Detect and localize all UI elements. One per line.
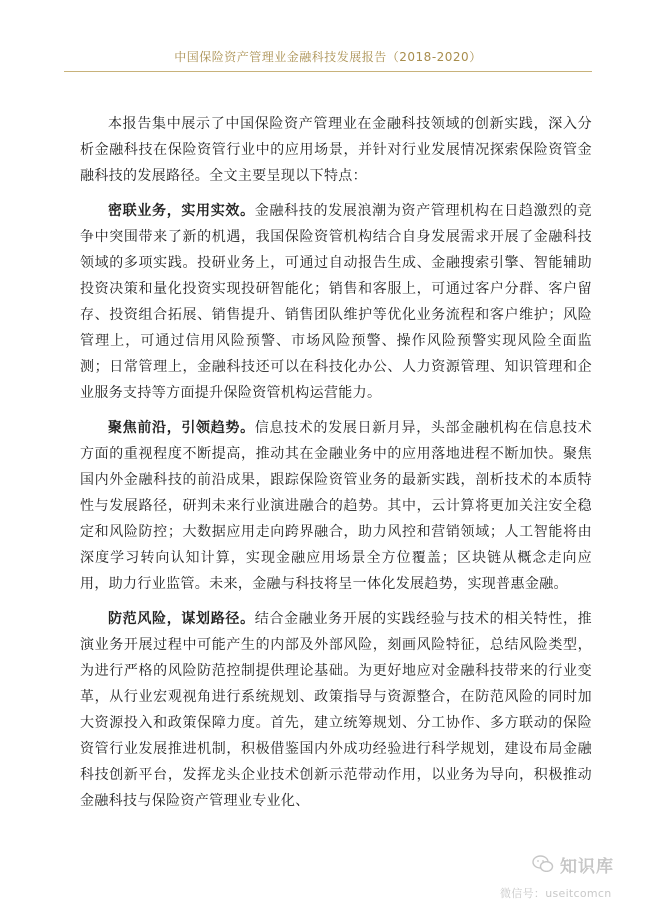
watermark <box>496 849 636 913</box>
intro-paragraph <box>80 111 592 189</box>
paragraph-text: 金融科技的发展浪潮为资产管理机构在日趋激烈的竞争中突围带来了新的机遇，我国保险资管机构结合自身发展需求开展了金融科技领域的多项实践。投研业务上，可通过自动报告生成、金融搜索引擎、智能辅助投资决策和量化投资实现投研智能化；销售和客服上，可通过客户分群、客户留存、投资组合拓展、销售提升、销售团队维护等优化业务流程和客户维护；风险管理上，可通过信用风险预警、市场风险预警、操作风险预警实现风险全面监测；日常管理上，金融科技还可以在科技化办公、人力资源管理、知识管理和企业服务支持等方面提升保险资管机构运营能力。 <box>80 203 592 401</box>
feature-paragraph-frontier <box>80 415 592 597</box>
watermark-brand: 知识库 <box>560 857 614 877</box>
feature-paragraph-risk <box>80 606 592 814</box>
watermark-account: 微信号：useitcomcn <box>500 887 612 900</box>
page-header-title: 中国保险资产管理业金融科技发展报告（2018-2020） <box>174 50 482 64</box>
wechat-icon <box>532 855 554 873</box>
feature-paragraph-business <box>80 198 592 406</box>
paragraph-lead: 密联业务，实用实效。 <box>108 203 255 219</box>
paragraph-text: 信息技术的发展日新月异，头部金融机构在信息技术方面的重视程度不断提高，推动其在金融业务中的应用落地进程不断加快。聚焦国内外金融科技的前沿成果，跟踪保险资管业务的最新实践，剖析技术的本质特性与发展路径，研判未来行业演进融合的趋势。其中，云计算将更加关注安全稳定和风险防控；大数据应用走向跨界融合，助力风控和营销领域；人工智能将由深度学习转向认知计算，实现金融应用场景全方位覆盖；区块链从概念走向应用，助力行业监管。未来，金融与科技将呈一体化发展趋势，实现普惠金融。 <box>80 420 592 592</box>
report-body <box>80 111 592 823</box>
paragraph-lead: 聚焦前沿，引领趋势。 <box>108 420 255 436</box>
header-divider <box>64 71 592 72</box>
paragraph-lead: 防范风险，谋划路径。 <box>108 611 255 627</box>
paragraph-text: 本报告集中展示了中国保险资产管理业在金融科技领域的创新实践，深入分析金融科技在保险资管行业中的应用场景，并针对行业发展情况探索保险资管金融科技的发展路径。全文主要呈现以下特点： <box>80 116 592 184</box>
paragraph-text: 结合金融业务开展的实践经验与技术的相关特性，推演业务开展过程中可能产生的内部及外部风险，刻画风险特征，总结风险类型，为进行严格的风险防范控制提供理论基础。为更好地应对金融科技带来的行业变革，从行业宏观视角进行系统规划、政策指导与资源整合，在防范风险的同时加大资源投入和政策保障力度。首先，建立统筹规划、分工协作、多方联动的保险资管行业发展推进机制，积极借鉴国内外成功经验进行科学规划，建设布局金融科技创新平台，发挥龙头企业技术创新示范带动作用，以业务为导向，积极推动金融科技与保险资产管理业专业化、 <box>80 611 592 809</box>
